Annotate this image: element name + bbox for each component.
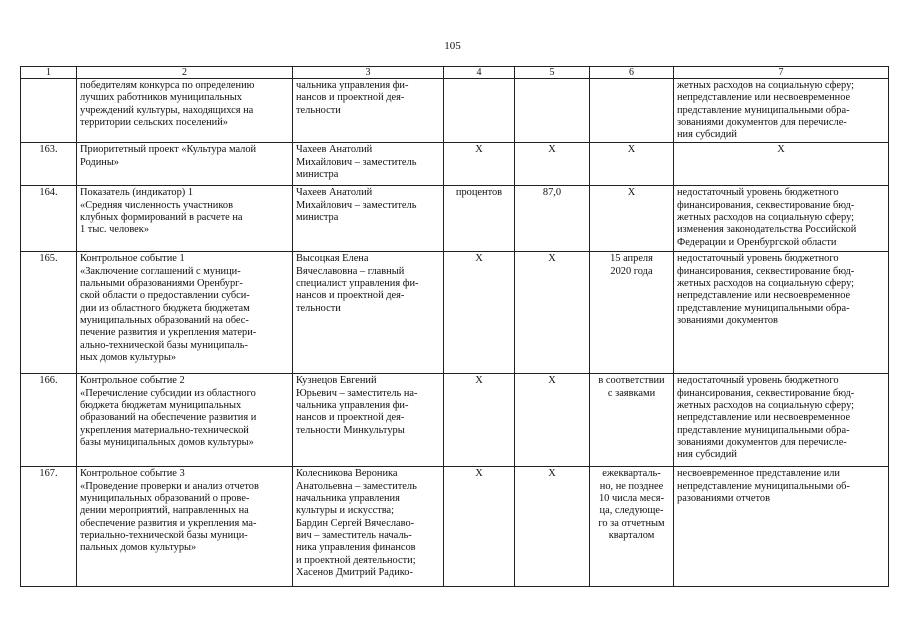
- header-cell: 5: [515, 67, 590, 79]
- cell-line: Чахеев Анатолий: [296, 144, 373, 156]
- cell-line: Юрьевич – заместитель на-: [296, 387, 418, 399]
- cell-line: муниципальных образований о прове-: [80, 493, 250, 505]
- value-cell: [515, 79, 590, 143]
- event-name-cell: [77, 374, 293, 467]
- risk-cell: [674, 252, 889, 374]
- cell-line: Контрольное событие 2: [80, 375, 185, 387]
- cell-line: Колесникова Вероника: [296, 468, 398, 480]
- cell-line: 2020 года: [610, 265, 653, 277]
- row-number-cell: [21, 186, 77, 252]
- responsible-cell: [293, 467, 444, 587]
- cell-line: «Средняя численность участников: [80, 199, 233, 211]
- deadline-cell: [590, 374, 674, 467]
- cell-line: недостаточный уровень бюджетного: [677, 375, 839, 387]
- table-row: [21, 79, 889, 143]
- responsible-cell: [293, 143, 444, 186]
- cell-line: Родины»: [80, 156, 119, 168]
- cell-line: жетных расходов на социальную сферу;: [677, 80, 855, 91]
- row-number-cell: [21, 467, 77, 587]
- cell-line: министра: [296, 169, 339, 181]
- cell-line: Хасенов Дмитрий Радико-: [296, 566, 413, 578]
- cell-line: с заявками: [607, 387, 656, 399]
- cell-line: Вячеславовна – главный: [296, 265, 405, 277]
- cell-text: X: [548, 253, 556, 265]
- event-name-cell: [77, 186, 293, 252]
- event-name-cell: [77, 143, 293, 186]
- header-cell: 6: [590, 67, 674, 79]
- cell-line: но, не позднее: [599, 480, 664, 492]
- cell-line: Михайлович – заместитель: [296, 199, 417, 211]
- cell-line: кварталом: [608, 529, 655, 541]
- cell-line: Кузнецов Евгений: [296, 375, 377, 387]
- cell-text: 163.: [39, 144, 58, 156]
- unit-cell: [444, 467, 515, 587]
- cell-line: недостаточный уровень бюджетного: [677, 187, 839, 199]
- cell-text: 165.: [39, 253, 58, 265]
- cell-line: ца, следующе-: [599, 505, 664, 517]
- cell-line: Контрольное событие 1: [80, 253, 185, 265]
- cell-text: процентов: [455, 187, 503, 199]
- cell-line: министра: [296, 212, 339, 224]
- cell-line: и проектной деятельности;: [296, 554, 416, 566]
- cell-line: изменения законодательства Российской: [677, 224, 857, 236]
- cell-line: тельности Минкультуры: [296, 424, 405, 436]
- cell-line: победителям конкурса по определению: [80, 80, 255, 91]
- cell-line: муниципальных образований на обес-: [80, 314, 249, 326]
- event-name-cell: [77, 79, 293, 143]
- cell-line: территории сельских поселений»: [80, 116, 228, 128]
- cell-line: клубных формирований в расчете на: [80, 212, 243, 224]
- cell-line: го за отчетным: [598, 517, 665, 529]
- responsible-cell: [293, 374, 444, 467]
- cell-line: X: [777, 144, 785, 156]
- risk-cell: [674, 143, 889, 186]
- table-row: [21, 252, 889, 374]
- row-number-cell: [21, 374, 77, 467]
- cell-line: специалист управления фи-: [296, 278, 419, 290]
- table-row: [21, 143, 889, 186]
- cell-line: разованиями отчетов: [677, 493, 771, 505]
- page-number: 105: [444, 40, 461, 52]
- cell-line: печение развития и укрепления матери-: [80, 327, 257, 339]
- cell-line: 15 апреля: [610, 253, 653, 265]
- cell-line: Бардин Сергей Вячеславо-: [296, 517, 415, 529]
- cell-line: Высоцкая Елена: [296, 253, 369, 265]
- cell-text: X: [475, 144, 483, 156]
- deadline-cell: [590, 467, 674, 587]
- cell-line: жетных расходов на социальную сферу;: [677, 278, 855, 290]
- cell-line: несвоевременное представление или: [677, 468, 840, 480]
- deadline-cell: [590, 186, 674, 252]
- cell-line: Чахеев Анатолий: [296, 187, 373, 199]
- cell-line: пальными образованиями Оренбург-: [80, 278, 243, 290]
- cell-line: непредставление или несвоевременное: [677, 290, 851, 302]
- cell-line: обеспечение развития и укрепления ма-: [80, 517, 257, 529]
- header-cell: 1: [21, 67, 77, 79]
- cell-text: X: [475, 468, 483, 480]
- cell-line: непредставление или несвоевременное: [677, 92, 851, 104]
- cell-line: базы муниципальных домов культуры»: [80, 436, 254, 448]
- cell-line: в соответствии: [598, 375, 665, 387]
- unit-cell: [444, 252, 515, 374]
- cell-line: финансирования, секвестирование бюд-: [677, 387, 855, 399]
- value-cell: [515, 467, 590, 587]
- cell-line: зованиями документов: [677, 314, 778, 326]
- cell-text: X: [548, 375, 556, 387]
- value-cell: [515, 374, 590, 467]
- cell-text: X: [475, 375, 483, 387]
- header-cell: 3: [293, 67, 444, 79]
- cell-line: 1 тыс. человек»: [80, 224, 150, 236]
- cell-line: непредставление или несвоевременное: [677, 412, 851, 424]
- row-number-cell: [21, 79, 77, 143]
- cell-line: учреждений культуры, находящихся на: [80, 104, 254, 116]
- header-cell: 4: [444, 67, 515, 79]
- header-row: [21, 67, 889, 79]
- cell-line: чальника управления фи-: [296, 400, 409, 412]
- responsible-cell: [293, 186, 444, 252]
- cell-text: X: [548, 144, 556, 156]
- responsible-cell: [293, 252, 444, 374]
- cell-line: Михайлович – заместитель: [296, 156, 417, 168]
- cell-line: чальника управления фи-: [296, 80, 409, 91]
- cell-line: Федерации и Оренбургской области: [677, 236, 837, 248]
- cell-line: представление муниципальными обра-: [677, 302, 850, 314]
- unit-cell: [444, 79, 515, 143]
- deadline-cell: [590, 143, 674, 186]
- risk-cell: [674, 374, 889, 467]
- cell-line: недостаточный уровень бюджетного: [677, 253, 839, 265]
- cell-line: бюджета бюджетам муниципальных: [80, 400, 242, 412]
- row-number-cell: [21, 252, 77, 374]
- unit-cell: [444, 374, 515, 467]
- unit-cell: [444, 186, 515, 252]
- cell-line: дии из областного бюджета бюджетам: [80, 302, 250, 314]
- table-row: [21, 374, 889, 467]
- cell-line: териально-технической базы муници-: [80, 529, 248, 541]
- cell-line: финансирования, секвестирование бюд-: [677, 265, 855, 277]
- cell-text: 167.: [39, 468, 58, 480]
- cell-text: X: [548, 468, 556, 480]
- cell-line: образований на обеспечение развития и: [80, 412, 257, 424]
- row-number-cell: [21, 143, 77, 186]
- value-cell: [515, 143, 590, 186]
- cell-line: зованиями документов для перечисле-: [677, 116, 847, 128]
- cell-line: ежекварталь-: [602, 468, 661, 480]
- cell-line: «Заключение соглашений с муници-: [80, 265, 241, 277]
- header-cell: 7: [674, 67, 889, 79]
- cell-line: Приоритетный проект «Культура малой: [80, 144, 257, 156]
- cell-line: «Перечисление субсидии из областного: [80, 387, 256, 399]
- event-name-cell: [77, 467, 293, 587]
- risk-cell: [674, 186, 889, 252]
- cell-line: представление муниципальными обра-: [677, 424, 850, 436]
- cell-line: X: [627, 144, 636, 156]
- cell-line: непредставление муниципальными об-: [677, 480, 850, 492]
- cell-line: представление муниципальными обра-: [677, 104, 850, 116]
- cell-line: вич – заместитель началь-: [296, 529, 412, 541]
- header-cell: 2: [77, 67, 293, 79]
- cell-line: «Проведение проверки и анализ отчетов: [80, 480, 259, 492]
- cell-line: ния субсидий: [677, 449, 737, 461]
- cell-line: ния субсидий: [677, 129, 737, 141]
- cell-line: ально-технической базы муниципаль-: [80, 339, 249, 351]
- cell-line: финансирования, секвестирование бюд-: [677, 199, 855, 211]
- cell-line: нансов и проектной дея-: [296, 412, 405, 424]
- cell-line: ника управления финансов: [296, 542, 416, 554]
- unit-cell: [444, 143, 515, 186]
- table-row: [21, 186, 889, 252]
- cell-line: ных домов культуры»: [80, 351, 177, 363]
- cell-line: ской области о предоставлении субси-: [80, 290, 250, 302]
- risk-cell: [674, 467, 889, 587]
- cell-line: нансов и проектной дея-: [296, 290, 405, 302]
- cell-line: жетных расходов на социальную сферу;: [677, 212, 855, 224]
- cell-line: начальника управления: [296, 493, 400, 505]
- deadline-cell: [590, 252, 674, 374]
- cell-line: нансов и проектной дея-: [296, 92, 405, 104]
- cell-text: X: [475, 253, 483, 265]
- cell-line: лучших работников муниципальных: [80, 92, 242, 104]
- cell-line: 10 числа меся-: [598, 493, 665, 505]
- cell-line: тельности: [296, 302, 341, 314]
- cell-line: пальных домов культуры»: [80, 542, 197, 554]
- responsible-cell: [293, 79, 444, 143]
- risk-cell: [674, 79, 889, 143]
- cell-line: Анатольевна – заместитель: [296, 480, 417, 492]
- event-name-cell: [77, 252, 293, 374]
- cell-line: культуры и искусства;: [296, 505, 394, 517]
- cell-line: Показатель (индикатор) 1: [80, 187, 194, 199]
- cell-line: тельности: [296, 104, 341, 116]
- cell-line: дении мероприятий, направленных на: [80, 505, 249, 517]
- cell-text: 164.: [39, 187, 58, 199]
- cell-line: укрепления материально-технической: [80, 424, 249, 436]
- deadline-cell: [590, 79, 674, 143]
- table-row: [21, 467, 889, 587]
- cell-line: зованиями документов для перечисле-: [677, 436, 847, 448]
- cell-text: 87,0: [542, 187, 562, 199]
- cell-line: жетных расходов на социальную сферу;: [677, 400, 855, 412]
- cell-line: Контрольное событие 3: [80, 468, 185, 480]
- value-cell: [515, 252, 590, 374]
- cell-line: X: [627, 187, 636, 199]
- value-cell: [515, 186, 590, 252]
- plan-table: [20, 66, 889, 587]
- cell-text: 166.: [39, 375, 58, 387]
